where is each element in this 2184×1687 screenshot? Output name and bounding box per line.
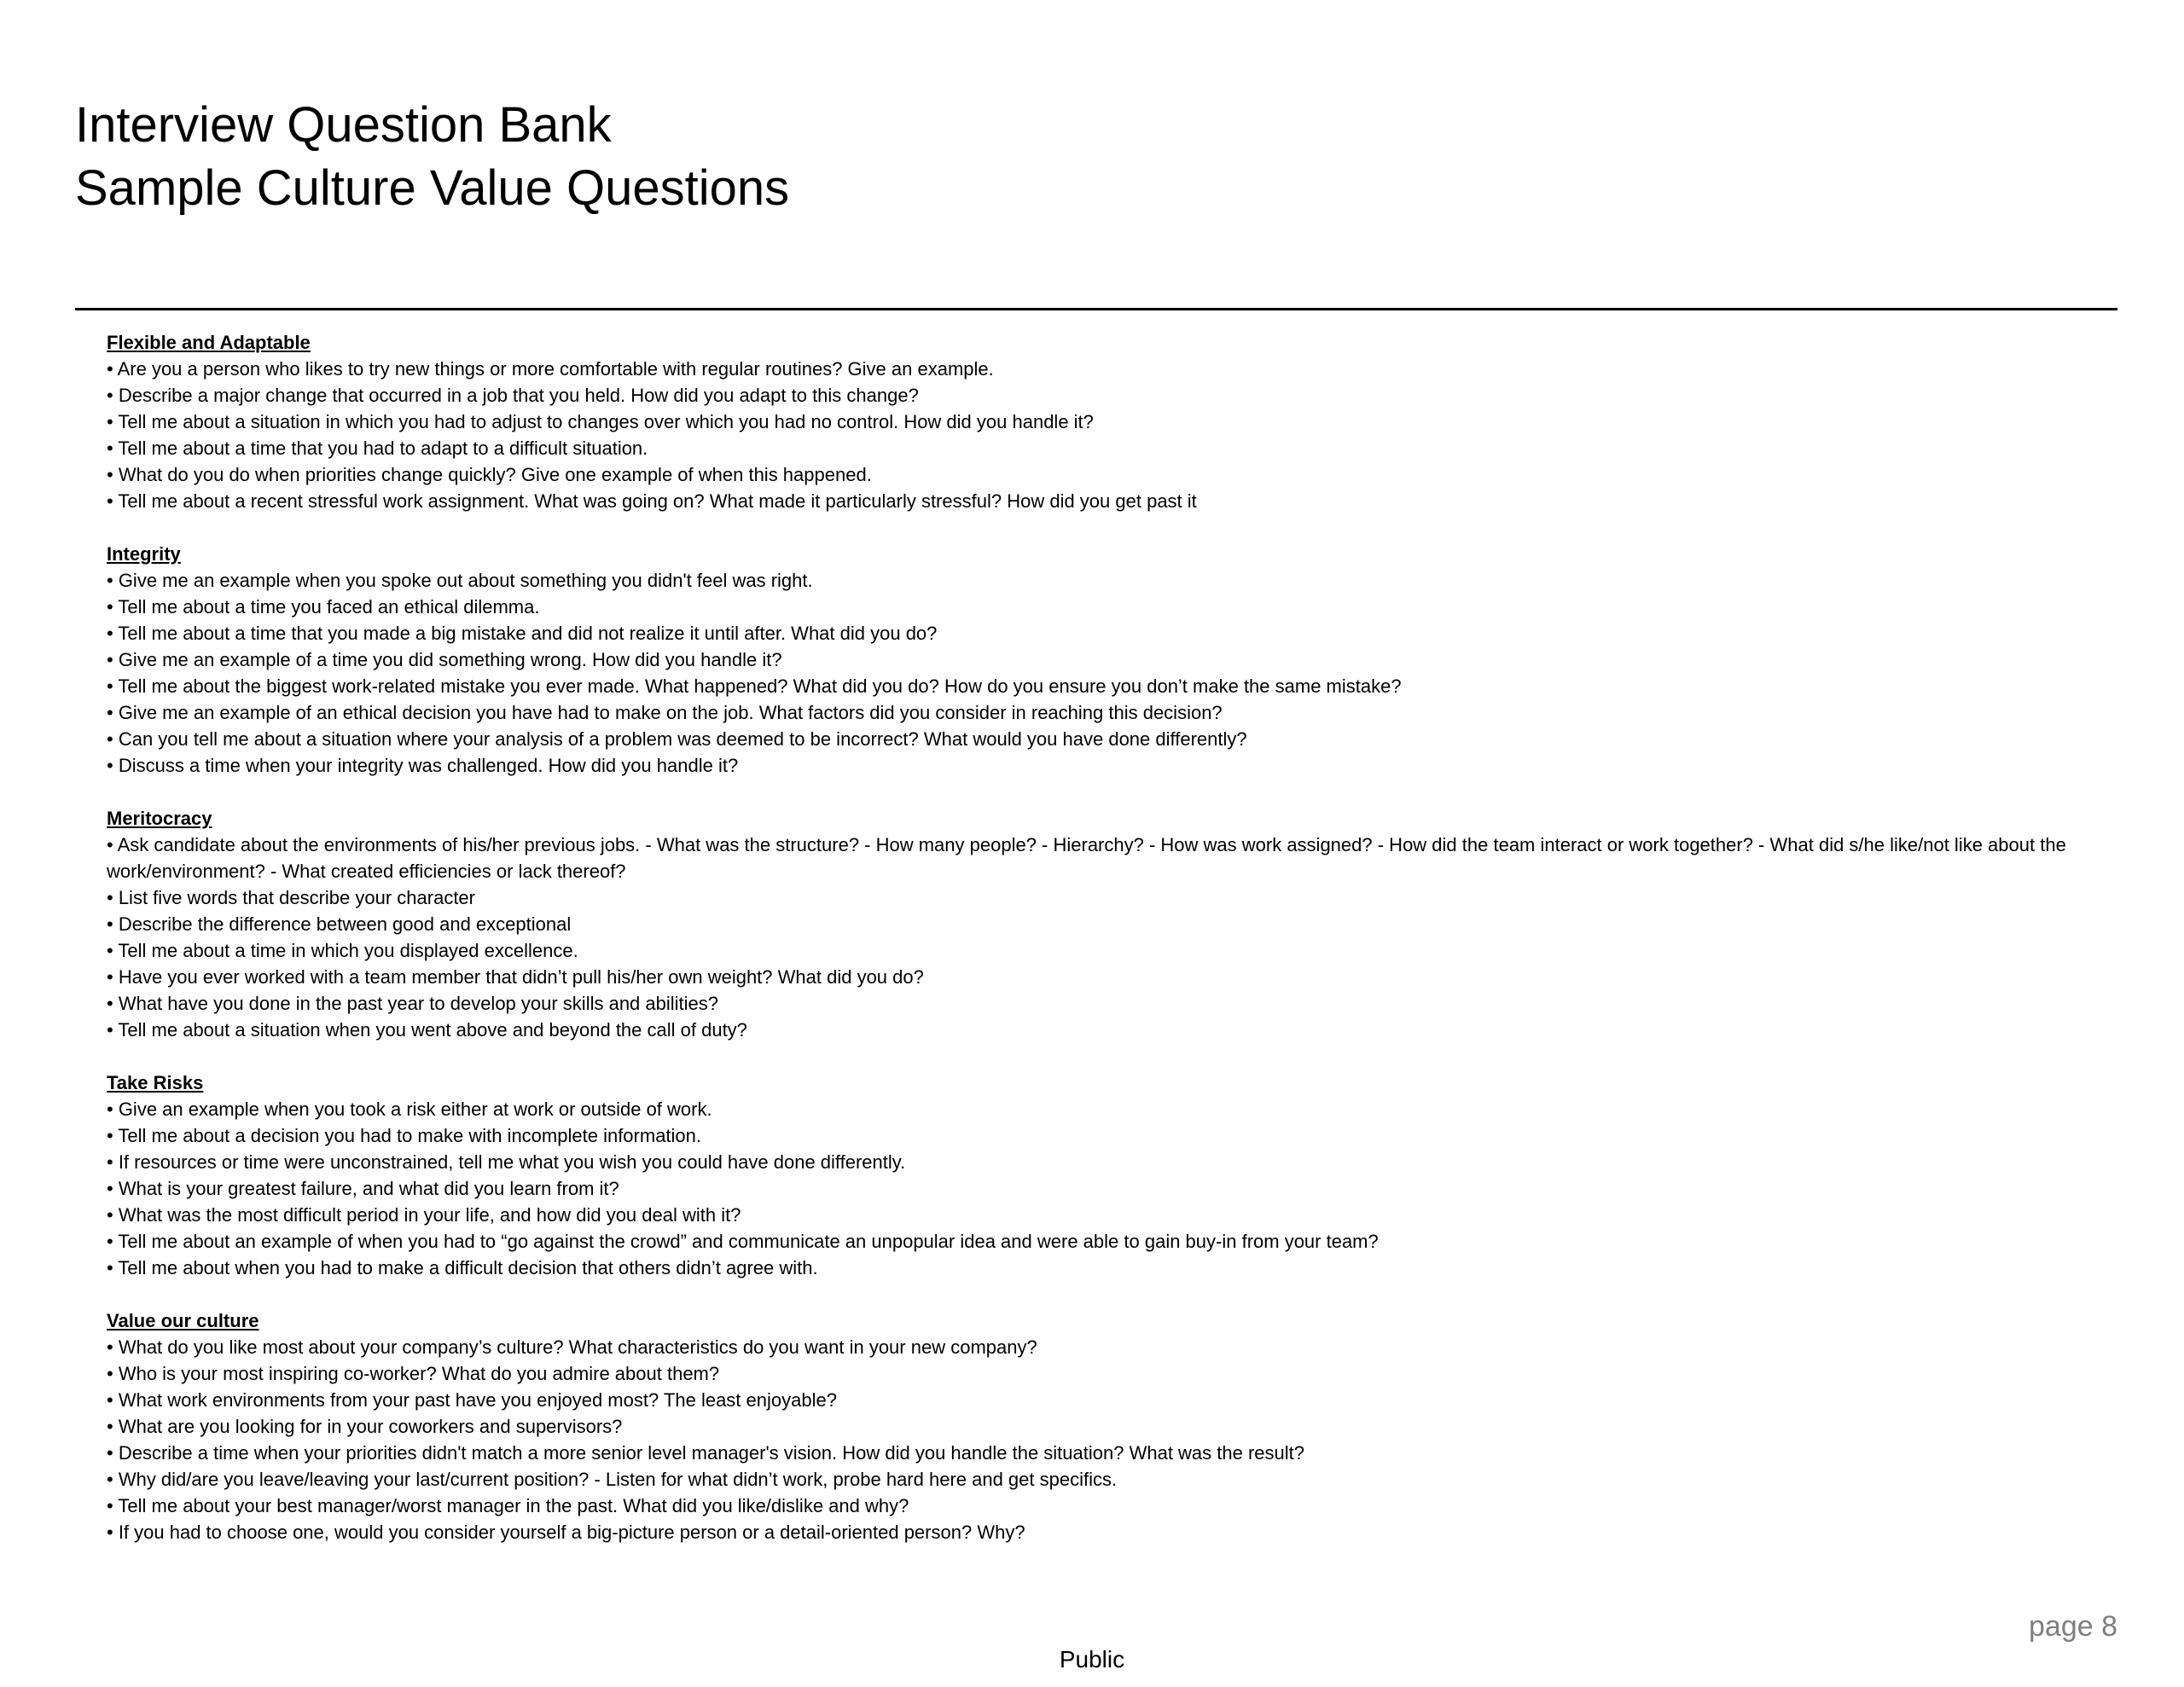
question-item: • Tell me about a decision you had to make with incomplete information. (107, 1125, 702, 1146)
question-item: • Describe a major change that occurred in a job that you held. How did you adapt to this change? (107, 385, 919, 406)
section-heading: Meritocracy (107, 808, 212, 829)
section-heading: Flexible and Adaptable (107, 332, 311, 353)
title-line-2: Sample Culture Value Questions (75, 160, 790, 216)
question-section (107, 1307, 2086, 1545)
question-item: • Tell me about a time that you had to adapt to a difficult situation. (107, 438, 648, 459)
question-item: • Tell me about your best manager/worst manager in the past. What did you like/dislike and why? (107, 1495, 909, 1516)
question-item: • Give me an example when you spoke out about something you didn't feel was right. (107, 570, 813, 591)
question-section (107, 1070, 2086, 1281)
question-item: • Can you tell me about a situation where your analysis of a problem was deemed to be incorrect? What would you have done differently? (107, 728, 1247, 750)
question-item: • List five words that describe your character (107, 887, 475, 908)
question-item: • What have you done in the past year to develop your skills and abilities? (107, 993, 719, 1014)
question-item: • What do you do when priorities change quickly? Give one example of when this happened. (107, 464, 872, 485)
question-item: • Describe a time when your priorities didn't match a more senior level manager's vision. How did you handle the situation? What was the result? (107, 1442, 1305, 1464)
question-item: • Give me an example of a time you did something wrong. How did you handle it? (107, 649, 782, 670)
question-item: • If you had to choose one, would you consider yourself a big-picture person or a detail-oriented person? Why? (107, 1522, 1025, 1543)
question-item: • Give an example when you took a risk either at work or outside of work. (107, 1099, 712, 1120)
question-item: • What was the most difficult period in your life, and how did you deal with it? (107, 1204, 741, 1226)
section-heading: Integrity (107, 543, 181, 565)
question-item: • Tell me about a situation when you went above and beyond the call of duty? (107, 1019, 747, 1041)
question-item: • Tell me about when you had to make a difficult decision that others didn’t agree with. (107, 1257, 818, 1278)
question-item: • Tell me about a time that you made a big mistake and did not realize it until after. What did you do? (107, 623, 938, 644)
question-item: • Tell me about a situation in which you had to adjust to changes over which you had no control. How did you handle it? (107, 411, 1094, 432)
question-item: • If resources or time were unconstrained, tell me what you wish you could have done differently. (107, 1151, 906, 1173)
question-item: • What do you like most about your company’s culture? What characteristics do you want in your new company? (107, 1336, 1037, 1358)
question-item: • Give me an example of an ethical decision you have had to make on the job. What factors did you consider in reaching this decision? (107, 702, 1223, 723)
question-item: • Tell me about a recent stressful work assignment. What was going on? What made it particularly stressful? How did you get past it (107, 490, 1197, 512)
page-title (75, 94, 789, 220)
question-item: • Tell me about the biggest work-related mistake you ever made. What happened? What did you do? How do you ensure you don’t make the same mistake? (107, 675, 1402, 697)
question-item: • Why did/are you leave/leaving your last/current position? - Listen for what didn’t work, probe hard here and get specifics. (107, 1469, 1118, 1490)
question-section (107, 541, 2086, 779)
question-item: • Tell me about a time in which you displayed excellence. (107, 940, 578, 961)
question-list (107, 329, 2086, 1572)
title-divider (75, 308, 2117, 310)
question-item: • Tell me about a time you faced an ethical dilemma. (107, 596, 540, 617)
question-item: • What is your greatest failure, and what did you learn from it? (107, 1178, 619, 1199)
question-section (107, 805, 2086, 1043)
classification-label: Public (1059, 1646, 1125, 1673)
question-item: • Have you ever worked with a team member that didn’t pull his/her own weight? What did you do? (107, 966, 924, 988)
question-item: • What work environments from your past have you enjoyed most? The least enjoyable? (107, 1389, 837, 1411)
question-item: • Tell me about an example of when you had to “go against the crowd” and communicate an unpopular idea and were able to gain buy-in from your team? (107, 1231, 1379, 1252)
title-line-1: Interview Question Bank (75, 97, 612, 153)
section-heading: Take Risks (107, 1072, 204, 1093)
question-item: • Are you a person who likes to try new things or more comfortable with regular routines? Give an example. (107, 358, 994, 380)
page-number: page 8 (2029, 1610, 2117, 1643)
question-item: • Ask candidate about the environments of his/her previous jobs. - What was the structure? - How many people? - Hierarchy? - How was work assigned? - How did the team interact or work together? - What did s/he like/not like about the work/environment? - What created efficiencies or lack thereof? (107, 834, 2071, 882)
section-heading: Value our culture (107, 1310, 259, 1331)
question-item: • Who is your most inspiring co-worker? What do you admire about them? (107, 1363, 720, 1384)
question-section (107, 329, 2086, 514)
question-item: • Describe the difference between good and exceptional (107, 913, 572, 935)
question-item: • What are you looking for in your coworkers and supervisors? (107, 1416, 623, 1437)
question-item: • Discuss a time when your integrity was challenged. How did you handle it? (107, 755, 739, 776)
